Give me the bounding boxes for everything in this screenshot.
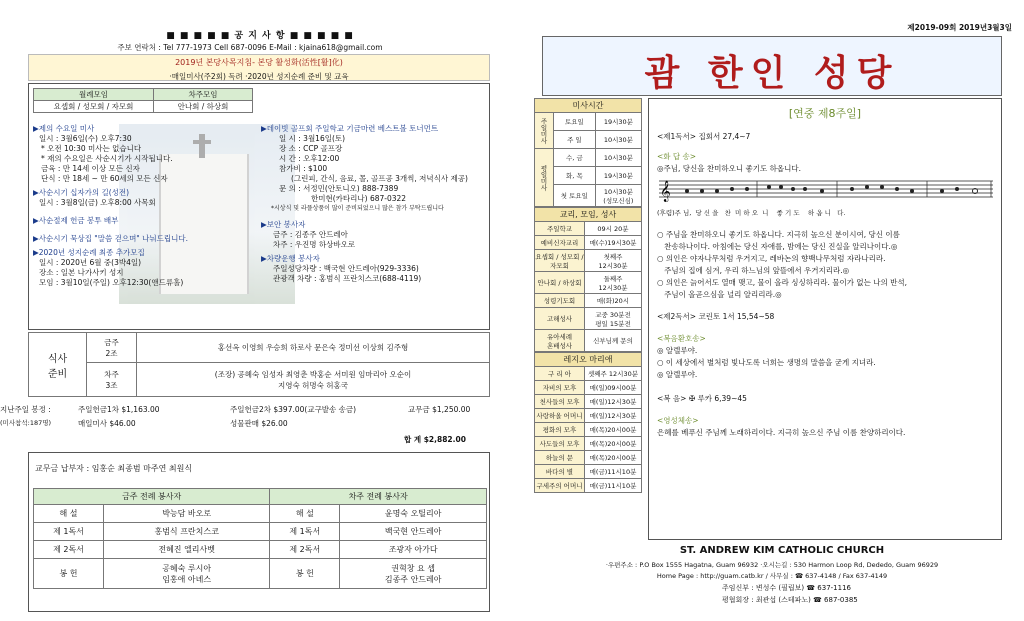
server-role: 봉 헌 [270,559,340,589]
mass-day: 첫 토요일 [554,185,596,207]
alleluia-second: ◎ 알렐루야. [657,370,698,379]
mass-day: 수, 금 [554,149,596,167]
mass-group-weekday: 평일미사 [535,149,554,207]
notice-ash-wednesday-title: ▶제의 수요일 미사 [33,124,95,133]
meal-week: 차주 3조 [87,363,137,397]
psalm-verse-line: 주님의 집에 심겨, 우리 하느님의 앞뜰에서 우거지리라.◎ [657,266,850,275]
alleluia-verse: ○ 이 세상에서 별처럼 빛나도록 너희는 생명의 말씀을 굳게 지녀라. [657,358,876,367]
issue-number: 제2019-09회 2019년3월3일 [907,23,1012,32]
mass-time: 19시30분 [595,167,641,185]
notice-security-title: ▶보안 봉사자 [261,220,306,229]
legio-name: 사도들의 모후 [535,437,585,451]
server-role: 제 2독서 [270,541,340,559]
meal-table [28,332,490,397]
notice-line: 차주 : 우진명 하상바오로 [273,240,356,249]
gospel: <복 음> ✠ 루카 6,39~45 [657,394,747,403]
server-role: 제 1독서 [34,523,104,541]
sched-time: 교중 30분전 평일 15분전 [585,308,642,330]
legio-time: 매(일)09시00분 [585,381,642,395]
music-staff [657,177,993,207]
notice-line: 시 간 : 오후12:00 [279,154,340,163]
footer-church-name: ST. ANDREW KIM CATHOLIC CHURCH [679,545,885,556]
notice-line: 일시 : 2020년 6월 중(3박4일) [39,258,142,267]
sched-name: 고해성사 [535,308,585,330]
psalm-verse-line: ○ 주님을 찬미하오니 좋기도 하옵니다. 지극히 높으신 분이시여, 당신 이름 [657,230,900,239]
notice-line: 금주 : 김종주 안드레아 [273,230,348,239]
tithe-payers: 교무금 납부자 : 임홍순 최종범 마주연 최원식 [35,464,193,473]
legio-name: 하늘의 문 [535,451,585,465]
notice-meditation-title: ▶사순시기 묵상집 "말씀 걷으며" 나눠드립니다. [33,234,188,243]
notice-line: * 오전 10:30 미사는 없습니다 [41,144,142,153]
mass-time: 10시30분 (성모신심) [595,185,641,207]
schedule-header: 교리, 모임, 성사 [535,208,642,222]
legio-header: 레지오 마리애 [535,353,642,367]
legio-name: 구세주의 어머니 [535,479,585,493]
schedule-column [534,98,642,493]
notice-pilgrimage-title: ▶2020년 성지순례 최종 추가모집 [33,248,145,257]
meal-names: 홍선옥 이영희 우승희 하로사 문은숙 정미선 이상희 김주형 [137,333,490,363]
sched-name: 성령기도회 [535,294,585,308]
mass-day: 주 일 [554,131,596,149]
legio-time: 매(목)20시00분 [585,437,642,451]
notice-line: 한미현(카타리나) 687-0322 [311,194,407,203]
notice-line: 모임 : 3월10일(주일) 오후12:30(앤드류홀) [39,278,184,287]
legio-time: 매(일)12시30분 [585,395,642,409]
footer-homepage: Home Page : http://guam.catb.kr / 사무실 : ☎ 637-4148 / Fax 637-4149 [656,572,888,580]
legio-time: 셋째주 12시30분 [585,367,642,381]
mass-time: 10시30분 [595,131,641,149]
reading-first: <제1독서> 집회서 27,4~7 [657,132,751,141]
mass-day: 토요일 [554,113,596,131]
footer-president: 평협회장 : 최관섭 (스테파노) ☎ 687-0385 [722,596,858,604]
notice-line: 참가비 : $100 [279,164,328,173]
psalm-response: ◎주님, 당신을 찬미하오니 좋기도 하옵니다. [657,164,802,173]
sched-name: 유아세례 혼배성사 [535,330,585,352]
sched-time: 09시 20분 [585,222,642,236]
legio-table [534,352,642,493]
notice-line: 금육 : 만 14세 이상 모든 신자 [41,164,140,173]
servers-this-week-header: 금주 전례 봉사자 [34,489,270,505]
server-name: 공혜숙 루시아 임홍애 아녜스 [104,559,270,589]
notice-line: 단식 : 만 18세 ~ 만 60세의 모든 신자 [41,174,168,183]
notice-driver-title: ▶차량운행 봉사자 [261,254,320,263]
servers-next-week-header: 차주 전례 봉사자 [270,489,487,505]
footer-pastor: 주임신부 : 변성수 (필립보) ☎ 637-1116 [722,584,851,592]
meal-week: 금주 2조 [87,333,137,363]
notice-golf-title: ▶데이빗 골프회 주일학교 기금마련 베스트볼 토너먼트 [261,124,439,133]
sched-name: 요셉회 / 성모회 / 자모회 [535,250,585,272]
legio-time: 매(일)12시30분 [585,409,642,423]
meal-names: (조장) 공혜숙 임성자 최영춘 박홍순 서미원 임마리아 오순이 지영숙 허명숙 허홍국 [137,363,490,397]
meeting-nextweek: 안나회 / 하상회 [154,101,253,113]
week-title: [연중 제8주일] [788,107,862,120]
server-role: 제 1독서 [270,523,340,541]
sched-name: 주일학교 [535,222,585,236]
notice-line: 주일성당차량 : 백국현 안드레아(929-3336) [273,264,419,273]
legio-name: 사랑하올 어머니 [535,409,585,423]
music-lyrics: (후렴)주 님, 당 신 을 찬 미 하 오 니 좋 기 도 하 옵 니 다. [657,209,846,217]
legio-time: 매(목)20시00분 [585,451,642,465]
server-role: 제 2독서 [34,541,104,559]
legio-time: 매(금)11시10분 [585,479,642,493]
server-name: 홍범식 프란치스코 [104,523,270,541]
servers-table [33,488,487,589]
sched-time: 매(화)20시 [585,294,642,308]
server-role: 해 설 [270,505,340,523]
contact-line: 주보 연락처 : Tel 777-1973 Cell 687-0096 E-Mail : kjaina618@gmail.com [117,43,383,52]
servers-box [28,452,490,612]
legio-name: 구 리 아 [535,367,585,381]
notice-line: 장소 : 일본 나가사키 성지 [39,268,124,277]
right-page [512,0,1024,621]
finance-attendance: (미사참석:187명) [0,419,52,427]
notice-line: 문 의 : 서정민(안토니오) 888-7389 [279,184,399,193]
psalm-verse-line: 찬송하나이다. 아침에는 당신 자애를, 밤에는 당신 진실을 알리나이다.◎ [657,242,898,251]
notice-line: * 재의 수요일은 사순시기가 시작됩니다. [41,154,173,163]
communion-label: <영성체송> [657,416,699,425]
notice-box [28,83,490,330]
server-role: 봉 헌 [34,559,104,589]
notice-line: 장 소 : CCP 골프장 [279,144,343,153]
music-notes-icon [657,177,995,207]
mass-day: 화, 목 [554,167,596,185]
banner-line2: ·매일미사(주2회) 독려 ·2020년 성지순례 준비 및 교육 [169,72,349,81]
meeting-header-monthly: 월례모임 [34,89,154,101]
server-name: 윤명숙 오틸리아 [340,505,487,523]
meeting-monthly: 요셉회 / 성모회 / 자모회 [34,101,154,113]
notices-left [33,124,263,288]
server-name: 박능담 바오로 [104,505,270,523]
finance-tithe: 교무금 $1,250.00 [408,405,471,414]
banner-line1: 2019년 본당사목지침- 본당 활성화(活性[활]化) [175,58,343,67]
legio-time: 매(금)11시10분 [585,465,642,479]
finance-label: 지난주일 봉정 : [0,405,51,414]
alleluia-label: <복음환호송> [657,334,706,343]
finance-goods: 성물판매 $26.00 [230,419,288,428]
mass-time: 10시30분 [595,149,641,167]
finance-offering2: 주일헌금2차 $397.00(교구발송 송금) [230,405,357,414]
psalm-label: <화 답 송> [657,152,697,161]
notice-line: 관광객 차량 : 홍범식 프란치스코(688-4119) [273,274,422,283]
psalm-verse-line: 주님이 올곧으심을 널리 알리리라.◎ [657,290,782,299]
sched-time: 첫째주 12시30분 [585,250,642,272]
sched-time: 둘째주 12시30분 [585,272,642,294]
notice-stations-title: ▶사순시기 십자가의 길(성전) [33,188,130,197]
notice-line: 일시 : 3월8일(금) 오후8:00 사목회 [39,198,156,207]
server-name: 백국현 안드레아 [340,523,487,541]
mass-time: 19시30분 [595,113,641,131]
notice-title: ■ ■ ■ ■ ■ 공 지 사 항 ■ ■ ■ ■ ■ [166,31,354,41]
notice-line: *시상식 및 라플상품이 많이 준비되었으니 많은 참가 부탁드립니다 [271,205,444,212]
psalm-verses [657,229,993,301]
meeting-table [33,88,253,113]
communion-antiphon: 은혜를 베푸신 주님께 노래하리이다. 지극히 높으신 주님 이름 찬양하리이다. [657,428,906,437]
mass-table [534,98,642,207]
readings-box [648,98,1002,540]
notice-line: (그린피, 간식, 음료, 몰, 골프공 3개씩, 저녁식사 제공) [291,174,468,183]
notices-right [261,124,489,284]
psalm-verse-line: ○ 의인은 야자나무처럼 우거지고, 레바논의 향백나무처럼 자라나리라. [657,254,886,263]
footer-address: ·우편주소 : P.O Box 1555 Hagatna, Guam 96932 ·오시는길 : 530 Harmon Loop Rd, Dededo, Guam 96929 [605,561,939,569]
finance-offering1: 주일헌금1차 $1,163.00 [78,405,160,414]
schedule-table [534,207,642,352]
server-name: 조광자 아가다 [340,541,487,559]
sched-name: 예비신자교리 [535,236,585,250]
pastoral-banner [28,54,490,81]
finance-total: 합 계 $2,882.00 [404,435,466,444]
legio-name: 바다의 별 [535,465,585,479]
church-title: 괌 한인 성당 [644,52,900,94]
meeting-header-nextweek: 차주모임 [154,89,253,101]
psalm-verse-line: ○ 의인은 늙어서도 열매 맺고, 물이 올라 싱싱하리라. 물이가 없는 나의 반석, [657,278,908,287]
server-name: 권혁창 요 셉 김종주 안드레아 [340,559,487,589]
legio-name: 천사들의 모후 [535,395,585,409]
sched-time: 신부님께 문의 [585,330,642,352]
server-role: 해 설 [34,505,104,523]
sched-time: 매(수)19시30분 [585,236,642,250]
sched-name: 안나회 / 하상회 [535,272,585,294]
legio-time: 매(목)20시00분 [585,423,642,437]
notice-envelope-title: ▶사순절제 헌금 봉투 배부 [33,216,119,225]
mass-header: 미사시간 [535,99,642,113]
legio-name: 평화의 모후 [535,423,585,437]
notice-line: 일 시 : 3월16일(토) [279,134,346,143]
notice-line: 일시 : 3월6일(수) 오후7:30 [39,134,132,143]
server-name: 전혜진 엘리사벳 [104,541,270,559]
svg-text:𝄞: 𝄞 [660,181,671,202]
title-box [542,36,1002,96]
meal-label: 식사 준비 [29,333,87,397]
alleluia-first: ◎ 알렐루야. [657,346,698,355]
finance-daily-mass: 매일미사 $46.00 [78,419,136,428]
mass-group-sunday: 주일미사 [535,113,554,149]
legio-name: 자비의 모후 [535,381,585,395]
reading-second: <제2독서> 코린토 1서 15,54~58 [657,312,775,321]
